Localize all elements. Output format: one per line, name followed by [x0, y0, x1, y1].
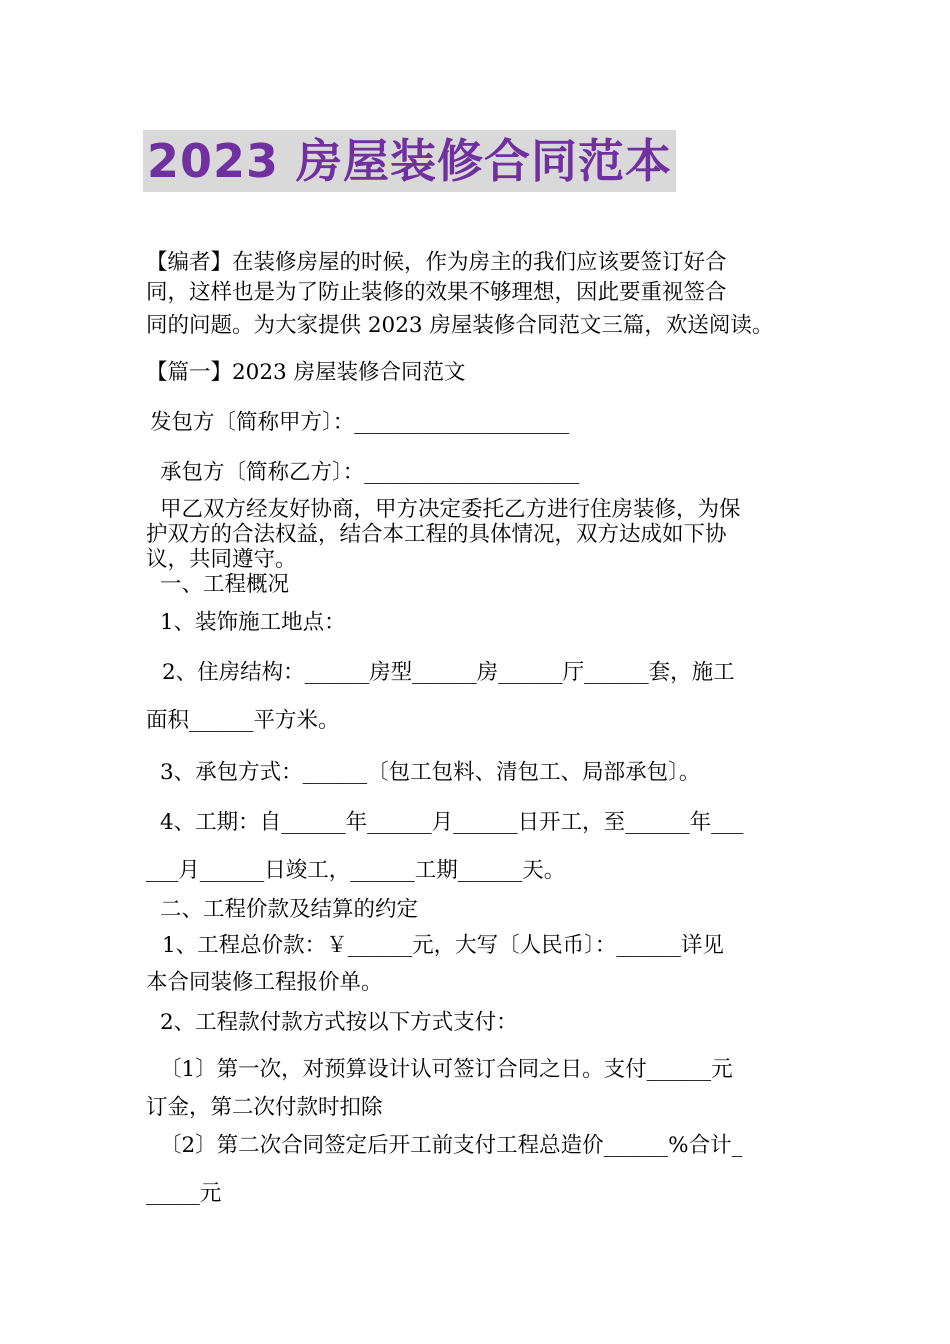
- item-1-2-line-2: 面积______平方米。: [146, 708, 340, 733]
- agreement-line-2: 护双方的合法权益，结合本工程的具体情况，双方达成如下协: [146, 522, 727, 547]
- part1-heading: 一、工程概况: [160, 572, 290, 597]
- intro-line-2: 同，这样也是为了防止装修的效果不够理想，因此要重视签合: [146, 280, 727, 305]
- item-1-3: 3、承包方式：______〔包工包料、清包工、局部承包〕。: [160, 760, 701, 785]
- intro-line-3: 同的问题。为大家提供 2023 房屋装修合同范文三篇，欢送阅读。: [146, 313, 774, 338]
- item-1-1: 1、装饰施工地点：: [160, 610, 346, 635]
- agreement-line-3: 议，共同遵守。: [146, 547, 297, 572]
- item-2-2: 2、工程款付款方式按以下方式支付：: [160, 1010, 518, 1035]
- item-1-4-line-1: 4、工期：自______年______月______日开工，至______年___: [160, 810, 744, 835]
- part2-heading: 二、工程价款及结算的约定: [160, 897, 419, 922]
- party-b-line: 承包方〔简称乙方〕：____________________: [160, 460, 580, 485]
- payment-1-line-2: 订金，第二次付款时扣除: [146, 1095, 383, 1120]
- section-heading: 【篇一】2023 房屋装修合同范文: [146, 360, 466, 385]
- payment-2-line-2: _____元: [146, 1181, 222, 1206]
- agreement-line-1: 甲乙双方经友好协商，甲方决定委托乙方进行住房装修，为保: [160, 497, 741, 522]
- document-title: 2023 房屋装修合同范本: [143, 130, 676, 192]
- item-2-1-line-2: 本合同装修工程报价单。: [146, 970, 383, 995]
- intro-line-1: 【编者】在装修房屋的时候，作为房主的我们应该要签订好合: [146, 250, 727, 275]
- item-1-2-line-1: 2、住房结构：______房型______房______厅______套，施工: [162, 660, 735, 685]
- item-2-1-line-1: 1、工程总价款：￥______元，大写〔人民币〕：______详见: [162, 933, 724, 958]
- item-1-4-line-2: ___月______日竣工，______工期______天。: [146, 858, 566, 883]
- payment-2-line-1: 〔2〕第二次合同签定后开工前支付工程总造价______%合计_: [160, 1133, 743, 1158]
- party-a-line: 发包方〔简称甲方〕：____________________: [150, 410, 570, 435]
- payment-1-line-1: 〔1〕第一次，对预算设计认可签订合同之日。支付______元: [160, 1057, 733, 1082]
